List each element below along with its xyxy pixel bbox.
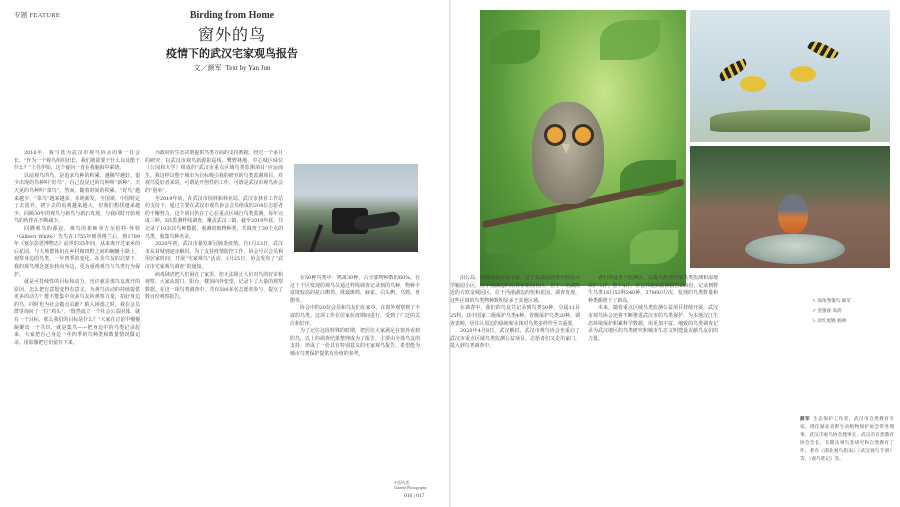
- paragraph: 2020年初，武汉市暴发新冠肺炎疫情。自1月23日，武汉市从封城到逐步解封。为了支持疫情防控工作，协会号召会员利用居家时间，开展“宅家观鸟”活动。1月25日，协会发布了“武汉市宅家观鸟调查”的通知。: [145, 241, 283, 270]
- paragraph: 未来，随着重点区域鸟类监测公益项目持续开展，武汉市观鸟协会还将不断推进武汉市的鸟类保护，为本地汉江生态环境保护积累科学数据，用更加丰富、细致的鸟类调查记录为武汉地区的鸟类研究和城市生态文明建设贡献鸟友们的力量。: [588, 305, 718, 342]
- caption-redstart: ↘ 北红尾鸲 杨林: [812, 319, 847, 324]
- english-title: Birding from Home: [189, 10, 275, 21]
- paragraph: 在调查中，我们的鸟友共记录到鸟类50种，分属11目25科。其中国家二级保护鸟类4种，省级保护鸟类20种。调查表明，居住区周边的绿地和水体对鸟类多样性至关重要。: [450, 305, 580, 327]
- finch-right: [790, 66, 816, 82]
- paragraph: 病毒肆虐把人们困在了家里，但无法阻止人们对鸟的好奇和观察。大家从窗口、阳台、楼顶向外张望，记录下了大量的观察数据。在这一项鸟类调查中，共有500多名志愿者参与，提交了数百份观察报告。: [145, 271, 283, 301]
- author-note-label: 颜军: [800, 417, 811, 422]
- water-basin: [745, 234, 845, 264]
- paragraph: 2020年4月8日，武汉解封。武汉市观鸟协会也重启了武汉市重点区域鸟类监测公益项目。志愿者们又走出家门，投入到鸟类调查中。: [450, 328, 580, 350]
- caption-owl: ↖ 领角鸮雏鸟 颜军: [812, 299, 851, 304]
- paragraph: 以前观鸟的鸟，是追求鸟种的积累，越稀罕越好。很少出现的鸟种叫“好鸟”，自己没见过的鸟种叫“新种”，天天见的鸟种叫“菜鸟”。然而，随着时间的积累，“好鸟”越来越少，“菜鸟”越来越多。本地新发，全国观，中国特定了去国外。初下去的看观越来越大，但我们想找越来越少，回顾30年的观鸟与新鸟与新石发现，与我同时开始观鸟的伙伴在不断减少。: [14, 172, 140, 225]
- page-number: 016 | 017: [404, 493, 425, 499]
- moss-perch: [710, 110, 870, 132]
- paragraph: 就是可持续性的目标和动力，也许就是那鸟友离开的原因。怎么把有意愿变得有意义，为观鸟活动的持续提供更多的动力？能不能集中众多鸟友的观察力量，拍好身边的鸟，同时也为社会做点贡献？陷入困惑之时，我在会员群里询问了一位“鸡头”，“既然成立一个社会公益团体，就有一个目标，那么我们的目标是什么？”大家在讨论中慢慢凝聚出一个共识，就是集鸟——把身边中的鸟类记录起来，大家把自己身边一年四季的鸟种类和数量情况做记录。用影像把它们留存下来。: [14, 279, 140, 346]
- paragraph: 回溯观鸟的源起，观鸟的祖师爷吉尔伯特·怀特（Gilbert White）先生在1755年到英格兰后，到1789年《塞尔彭恩博物志》前世的35年间，从来离开过家乡的后花园。与大地群体们在乡村和田野之间的蜿蜒小路上，观察身边的鸟类，一年四季的变化。在众鸟友的启蒙下，我的观鸟理念逐步转向身边，更为重视观鸟与鸟类行为保护。: [14, 225, 140, 278]
- byline-en: Text by Yan Jun: [225, 64, 271, 72]
- paragraph: 者们奔赴各个监测区，以极大热情开展鸟类监测和湿地保护工作。整个4月，协会共收到监测报告253份，记录到野生鸟类16目53科240种，37860只/次，发现的鸟类数量和种类都创下了新高。: [588, 275, 718, 304]
- photo-captions: [812, 297, 851, 327]
- chinese-title: 窗外的鸟: [197, 25, 266, 44]
- body-column-3: [290, 275, 420, 490]
- leaf: [630, 230, 678, 264]
- paragraph: 协会中的20位会员和鸟友们在家中，在窗外观察到了丰富的鸟类。这项工作在居家抗疫期间进行，受到了广泛的关注和好评。: [290, 305, 420, 327]
- paragraph: 泊公岛、湿地资源较其丰富。位于东湖边的华中科技大学喻园小区，位于南湖边的东林桥新园社区，位于三角湖附近的方欣金城园区，位于沔港湖边的恒和花园。调查发现，这些区域的鸟类物种数明显多于其他区域。: [450, 275, 580, 304]
- byline: [170, 63, 294, 73]
- byline-zh: 文／颜军: [193, 64, 222, 72]
- photo-owl-chick: [480, 10, 686, 286]
- photo-oriental-greenfinch: [690, 10, 890, 142]
- paragraph: 2016年，我与选为武汉市观鸟协会的新一任会长，“作为一个观鸟组织团长，我们就欲要干什么以及能干什么？”上任伊始，这个疑问一直在我脑海中萦绕。: [14, 150, 140, 172]
- body-column-1: [14, 150, 140, 490]
- section-label: 专题 FEATURE: [14, 12, 61, 19]
- body-column-4: [450, 275, 580, 490]
- redstart-bird: [778, 194, 808, 234]
- owl-eye-right: [572, 124, 594, 146]
- owl-beak: [562, 144, 570, 154]
- photo-birdwatching-camera: [294, 164, 418, 252]
- paragraph: 为政府的生态决策提供鸟类方面的支持数据。经过一个多月的研究，以武汉市观鸟新源影巡线、鹭野林地、中心城区绿位（公园和大学）组成的“武汉市重点区域鸟类监测项目”应运而生。我这样以整个城市为目标吸引我的研究的鸟类监测项目，对观鸟爱好者来说，可谓是开创性的工作，可谓是武汉市观鸟协会的“创举”。: [145, 150, 283, 194]
- author-note: [800, 416, 894, 464]
- photo-credit-en: Chinese Photography: [394, 486, 427, 490]
- leaf: [600, 20, 660, 60]
- finch-left: [740, 76, 766, 92]
- owl-body: [532, 102, 604, 204]
- paragraph: 在50种鸟类中：鸣禽30种，占全部物种数的60%。在这十个区发现的观鸟员通过样线调查记录到的鸟种，物种丰富度较高的是白鹡鸰、珠颈斑鸠、麻雀、白头鹎、乌鸫、喜鹊等。: [290, 275, 420, 304]
- owl-eye-left: [544, 124, 566, 146]
- chinese-subtitle: 疫情下的武汉宅家观鸟报告: [166, 47, 298, 60]
- paragraph: 为了记住这段特殊的时期，把居住大家满足在窗外看到的鸟，以上的调查结果整理成为了报告，主要由全体鸟友的支持，形成了一份具有特别意义的宅家观鸟报告，希望能为城市鸟类保护提供有价值的参考。: [290, 328, 420, 357]
- finch-right-wing: [807, 37, 839, 62]
- paragraph: 至2019年底，在武汉市园林和林业局、武汉市林业工作站的支持下，通过主要在武汉市观鸟协会会员组成的204位志愿者的不懈努力，这个项目仍在了心在重点区域自鸟类监测。每年完成三种，3次监测样线调查，覆盖武汉三镇，截至2019年底，共记录了10余次鸟种数据。观测的植物种类，共调查了39个点的鸟类，收集鸟种名录。: [145, 195, 283, 240]
- body-column-2: [145, 150, 283, 490]
- author-note-text: 生态保护工作者，武汉市自然教育专家。现任湖北省野生动植物保护协会常务理事，武汉市观鸟协会理事长，武汉市自然教育协会会长，长期从事鸟类研究和自然教育工作。著有《湖北观鸟指南》《武汉观鸟手册》等，《观鸟笔记》等。: [800, 417, 894, 462]
- tripod-leg: [309, 224, 323, 252]
- leaf: [490, 30, 540, 64]
- photo-daurian-redstart: [690, 146, 890, 268]
- caption-finch: ↗ 金翅雀 高鸿: [812, 309, 842, 314]
- body-column-5: [588, 275, 718, 490]
- photo-credit: [394, 481, 434, 491]
- photo-credit-zh: 中国鸟类: [394, 481, 410, 485]
